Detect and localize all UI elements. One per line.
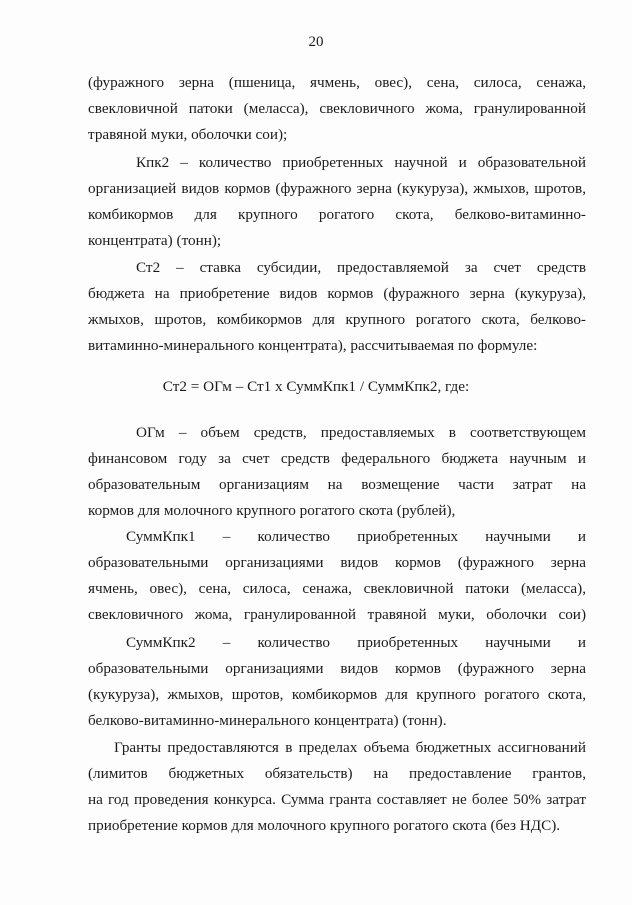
text-line: концентрата) (тонн); bbox=[88, 232, 222, 249]
text-line: свекловичной патоки (мелассa), свекловичного жома, гранулированной bbox=[88, 100, 586, 117]
text-line: бюджета на приобретение видов кормов (фуражного зерна (кукуруза), bbox=[88, 285, 586, 302]
page-number: 20 bbox=[308, 34, 324, 50]
text-line: травяной муки, оболочки сои); bbox=[88, 126, 288, 143]
text-line: комбикормов для крупного рогатого скота, белково-витаминно- bbox=[88, 206, 586, 223]
text-line: образовательным организациям на возмещение части затрат на bbox=[88, 476, 586, 493]
text-line: приобретение кормов для молочного крупного рогатого скота (без НДС). bbox=[88, 817, 561, 834]
text-line: (фуражного зерна (пшеница, ячмень, овес), сена, силоса, сенажа, bbox=[88, 74, 586, 91]
text-line: кормов для молочного крупного рогатого скота (рублей), bbox=[88, 502, 456, 519]
text-line: (кукуруза), жмыхов, шротов, комбикормов для крупного рогатого скота, bbox=[88, 686, 586, 703]
text-line: жмыхов, шротов, комбикормов для крупного рогатого скота, белково- bbox=[88, 311, 586, 328]
text-line: финансовом году за счет средств федерального бюджета научным и bbox=[88, 450, 586, 467]
text-line: СуммКпк1 – количество приобретенных научными и bbox=[126, 528, 586, 545]
text-line: Гранты предоставляются в пределах объема бюджетных ассигнований bbox=[114, 739, 586, 756]
text-line: образовательными организациями видов кормов (фуражного зерна bbox=[88, 554, 586, 571]
text-line: Кпк2 – количество приобретенных научной и образовательной bbox=[136, 154, 586, 171]
text-line: СуммКпк2 – количество приобретенных научными и bbox=[126, 634, 586, 651]
text-line: Ст2 – ставка субсидии, предоставляемой за счет средств bbox=[136, 259, 586, 276]
text-line: свекловичного жома, гранулированной травяной муки, оболочки сои) bbox=[88, 606, 586, 623]
text-line: витаминно-минерального концентрата), рассчитываемая по формуле: bbox=[88, 337, 538, 354]
text-line: на год проведения конкурса. Сумма гранта составляет не более 50% затрат bbox=[88, 791, 586, 808]
text-line: белково-витаминно-минерального концентрата) (тонн). bbox=[88, 712, 447, 729]
text-line: ячмень, овес), сена, силоса, сенажа, свекловичной патоки (меласса), bbox=[88, 580, 586, 597]
text-line: (лимитов бюджетных обязательств) на предоставление грантов, bbox=[88, 765, 586, 782]
text-line: организацией видов кормов (фуражного зерна (кукуруза), жмыхов, шротов, bbox=[88, 180, 586, 197]
text-line: образовательными организациями видов кормов (фуражного зерна bbox=[88, 660, 586, 677]
text-line: ОГм – объем средств, предоставляемых в соответствующем bbox=[136, 424, 586, 441]
formula: Ст2 = ОГм – Ст1 x СуммКпк1 / СуммКпк2, где: bbox=[162, 378, 470, 395]
